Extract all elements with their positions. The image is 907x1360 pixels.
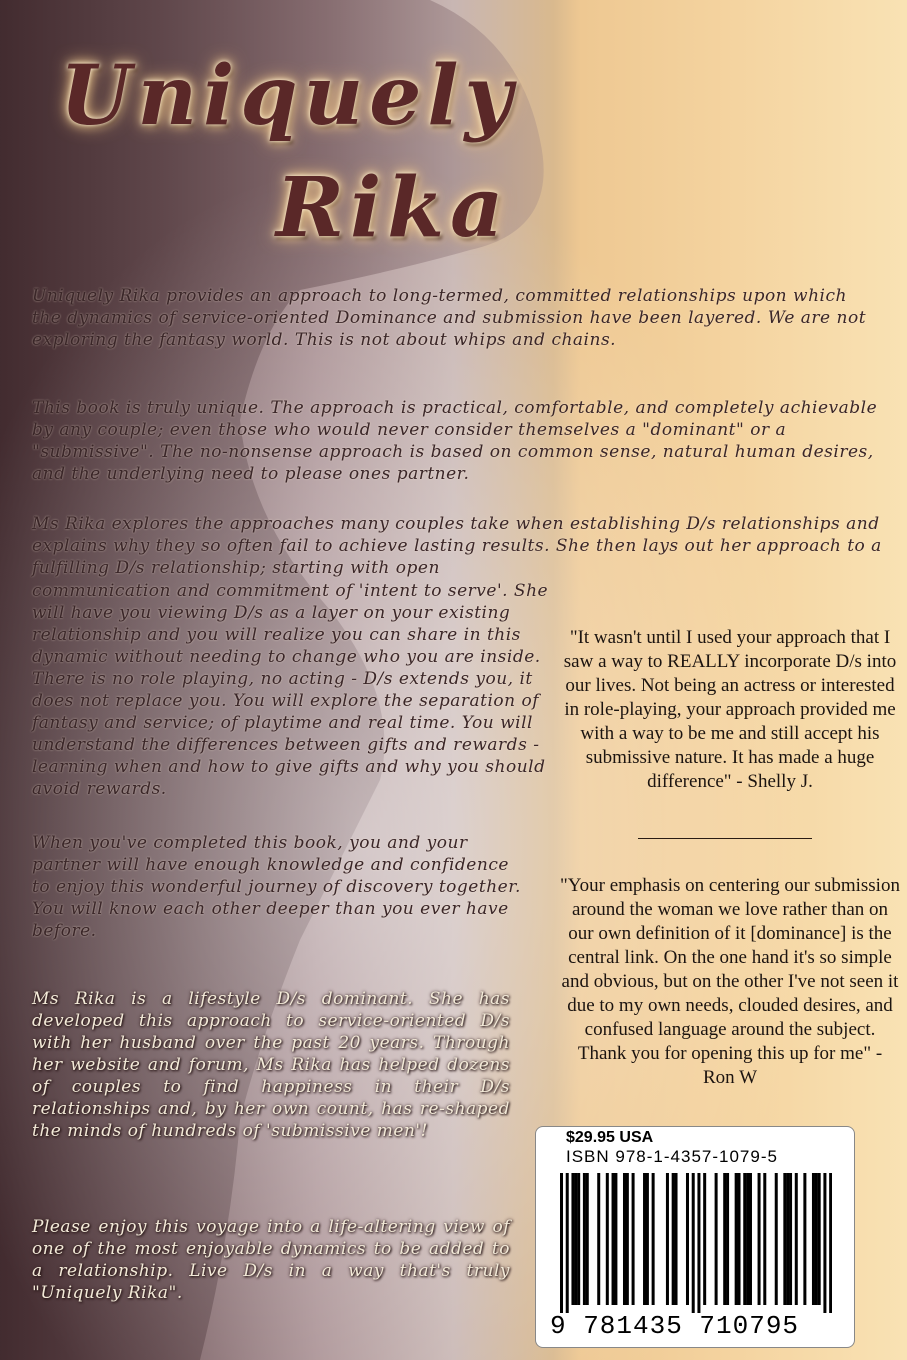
- barcode-bar: [583, 1173, 586, 1305]
- author-bio: Ms Rika is a lifestyle D/s dominant. She has developed this approach to service-oriented D/s with her husband over the past 20 years. Through her website and forum, Ms Rika has helped dozens of couples to find happiness in their D/s relationships and, by her own count, has re-shaped the minds of hundreds of 'submissive men'!: [32, 989, 510, 1141]
- barcode-bar: [803, 1173, 806, 1305]
- barcode-bar: [775, 1173, 778, 1305]
- barcode-bar: [614, 1173, 617, 1305]
- blurb-paragraph-intro: Uniquely Rika provides an approach to long-termed, committed relationships upon which the dynamics of service-oriented Dominance and submission have been layered. We are not exploring the fantasy world. This is not about whips and chains.: [32, 286, 867, 350]
- barcode-panel: [535, 1126, 855, 1348]
- price-label: $29.95 USA: [566, 1129, 654, 1146]
- barcode-bar: [749, 1173, 752, 1305]
- barcode-bar: [686, 1173, 689, 1305]
- barcode-bar: [646, 1173, 649, 1305]
- barcode-bar: [577, 1173, 580, 1305]
- barcode-bar: [815, 1173, 818, 1305]
- barcode-bar: [786, 1173, 789, 1305]
- barcode-bar: [597, 1173, 600, 1305]
- barcode-bar: [723, 1173, 726, 1305]
- barcode-bar: [829, 1173, 832, 1313]
- barcode-bar: [726, 1173, 729, 1305]
- blurb-paragraph-unique: This book is truly unique. The approach is practical, comfortable, and completely achievable by any couple; even those who would never consider themselves a "dominant" or a "submissive". The no-nonsense approach is based on common sense, natural human desires, and the underlying need to please ones partner.: [32, 398, 878, 484]
- barcode-bar: [666, 1173, 669, 1305]
- barcode-bar: [783, 1173, 786, 1305]
- barcode-bar: [672, 1173, 675, 1305]
- blurb-paragraph-completed: When you've completed this book, you and your partner will have enough knowledge and confidence to enjoy this wonderful journey of discovery together. You will know each other deeper than you ever have before.: [32, 833, 521, 941]
- barcode-bar: [743, 1173, 746, 1305]
- barcode-bar: [643, 1173, 646, 1305]
- barcode-bar: [738, 1173, 741, 1305]
- barcode-bar: [758, 1173, 761, 1305]
- barcode-bar: [697, 1173, 700, 1313]
- barcode-bar: [746, 1173, 749, 1305]
- closing-paragraph: Please enjoy this voyage into a life-altering view of one of the most enjoyable dynamics to be added to a relationship. Live D/s in a way that's truly "Uniquely Rika".: [32, 1217, 510, 1303]
- barcode-bar: [715, 1173, 718, 1305]
- blurb-paragraph-explores-cont: communication and commitment of 'intent to serve'. She will have you viewing D/s as a layer on your existing relationship and you will realize you can share in this dynamic without needing to change who you are inside. There is no role playing, no acting - D/s extends you, it does not replace you. You will explore the separation of fantasy and service; of playtime and real time. You will understand the differences between gifts and rewards - learning when and how to give gifts and why you should avoid rewards.: [32, 581, 549, 799]
- blurb-paragraph-explores: Ms Rika explores the approaches many couples take when establishing D/s relationships and explains why they so often fail to achieve lasting results. She then lays out her approach to a fulfilling D/s relationship; starting with open: [32, 514, 882, 578]
- barcode-bar: [789, 1173, 792, 1305]
- testimonial-divider: [638, 838, 812, 839]
- barcode-bar: [586, 1173, 589, 1305]
- barcode-bar: [735, 1173, 738, 1305]
- title-line-1: Uniquely: [60, 48, 519, 144]
- barcode-bar: [795, 1173, 798, 1305]
- barcode-bar: [812, 1173, 815, 1305]
- title-line-2: Rika: [276, 160, 510, 256]
- barcode-number: 9 781435 710795: [550, 1311, 800, 1341]
- barcode-bar: [612, 1173, 615, 1305]
- barcode-image: [560, 1173, 832, 1313]
- testimonial-ron: "Your emphasis on centering our submission around the woman we love rather than on our own definition of it [dominance] is the central link. On the one hand it's so simple and obvious, but on the other I've not seen it due to my own needs, clouded desires, and confused language around the subject. Thank you for opening this up for me" - Ron W: [560, 875, 900, 1088]
- barcode-bar: [675, 1173, 678, 1305]
- barcode-bar: [632, 1173, 635, 1305]
- testimonial-shelly: "It wasn't until I used your approach that I saw a way to REALLY incorporate D/s into our lives. Not being an actress or interested in role-playing, your approach provided me with a way to be me and still accept his submissive nature. It has made a huge difference" - Shelly J.: [563, 627, 897, 792]
- barcode-bar: [560, 1173, 563, 1313]
- barcode-bar: [606, 1173, 609, 1305]
- barcode-bar: [818, 1173, 821, 1305]
- isbn-label: ISBN 978-1-4357-1079-5: [566, 1147, 778, 1166]
- barcode-bar: [652, 1173, 655, 1305]
- barcode-bar: [574, 1173, 577, 1305]
- barcode-bar: [571, 1173, 574, 1305]
- barcode-bar: [703, 1173, 706, 1305]
- barcode-bar: [763, 1173, 766, 1305]
- barcode-bar: [823, 1173, 826, 1313]
- barcode-bar: [692, 1173, 695, 1313]
- barcode-bar: [623, 1173, 626, 1305]
- barcode-bar: [566, 1173, 569, 1313]
- barcode-bar: [626, 1173, 629, 1305]
